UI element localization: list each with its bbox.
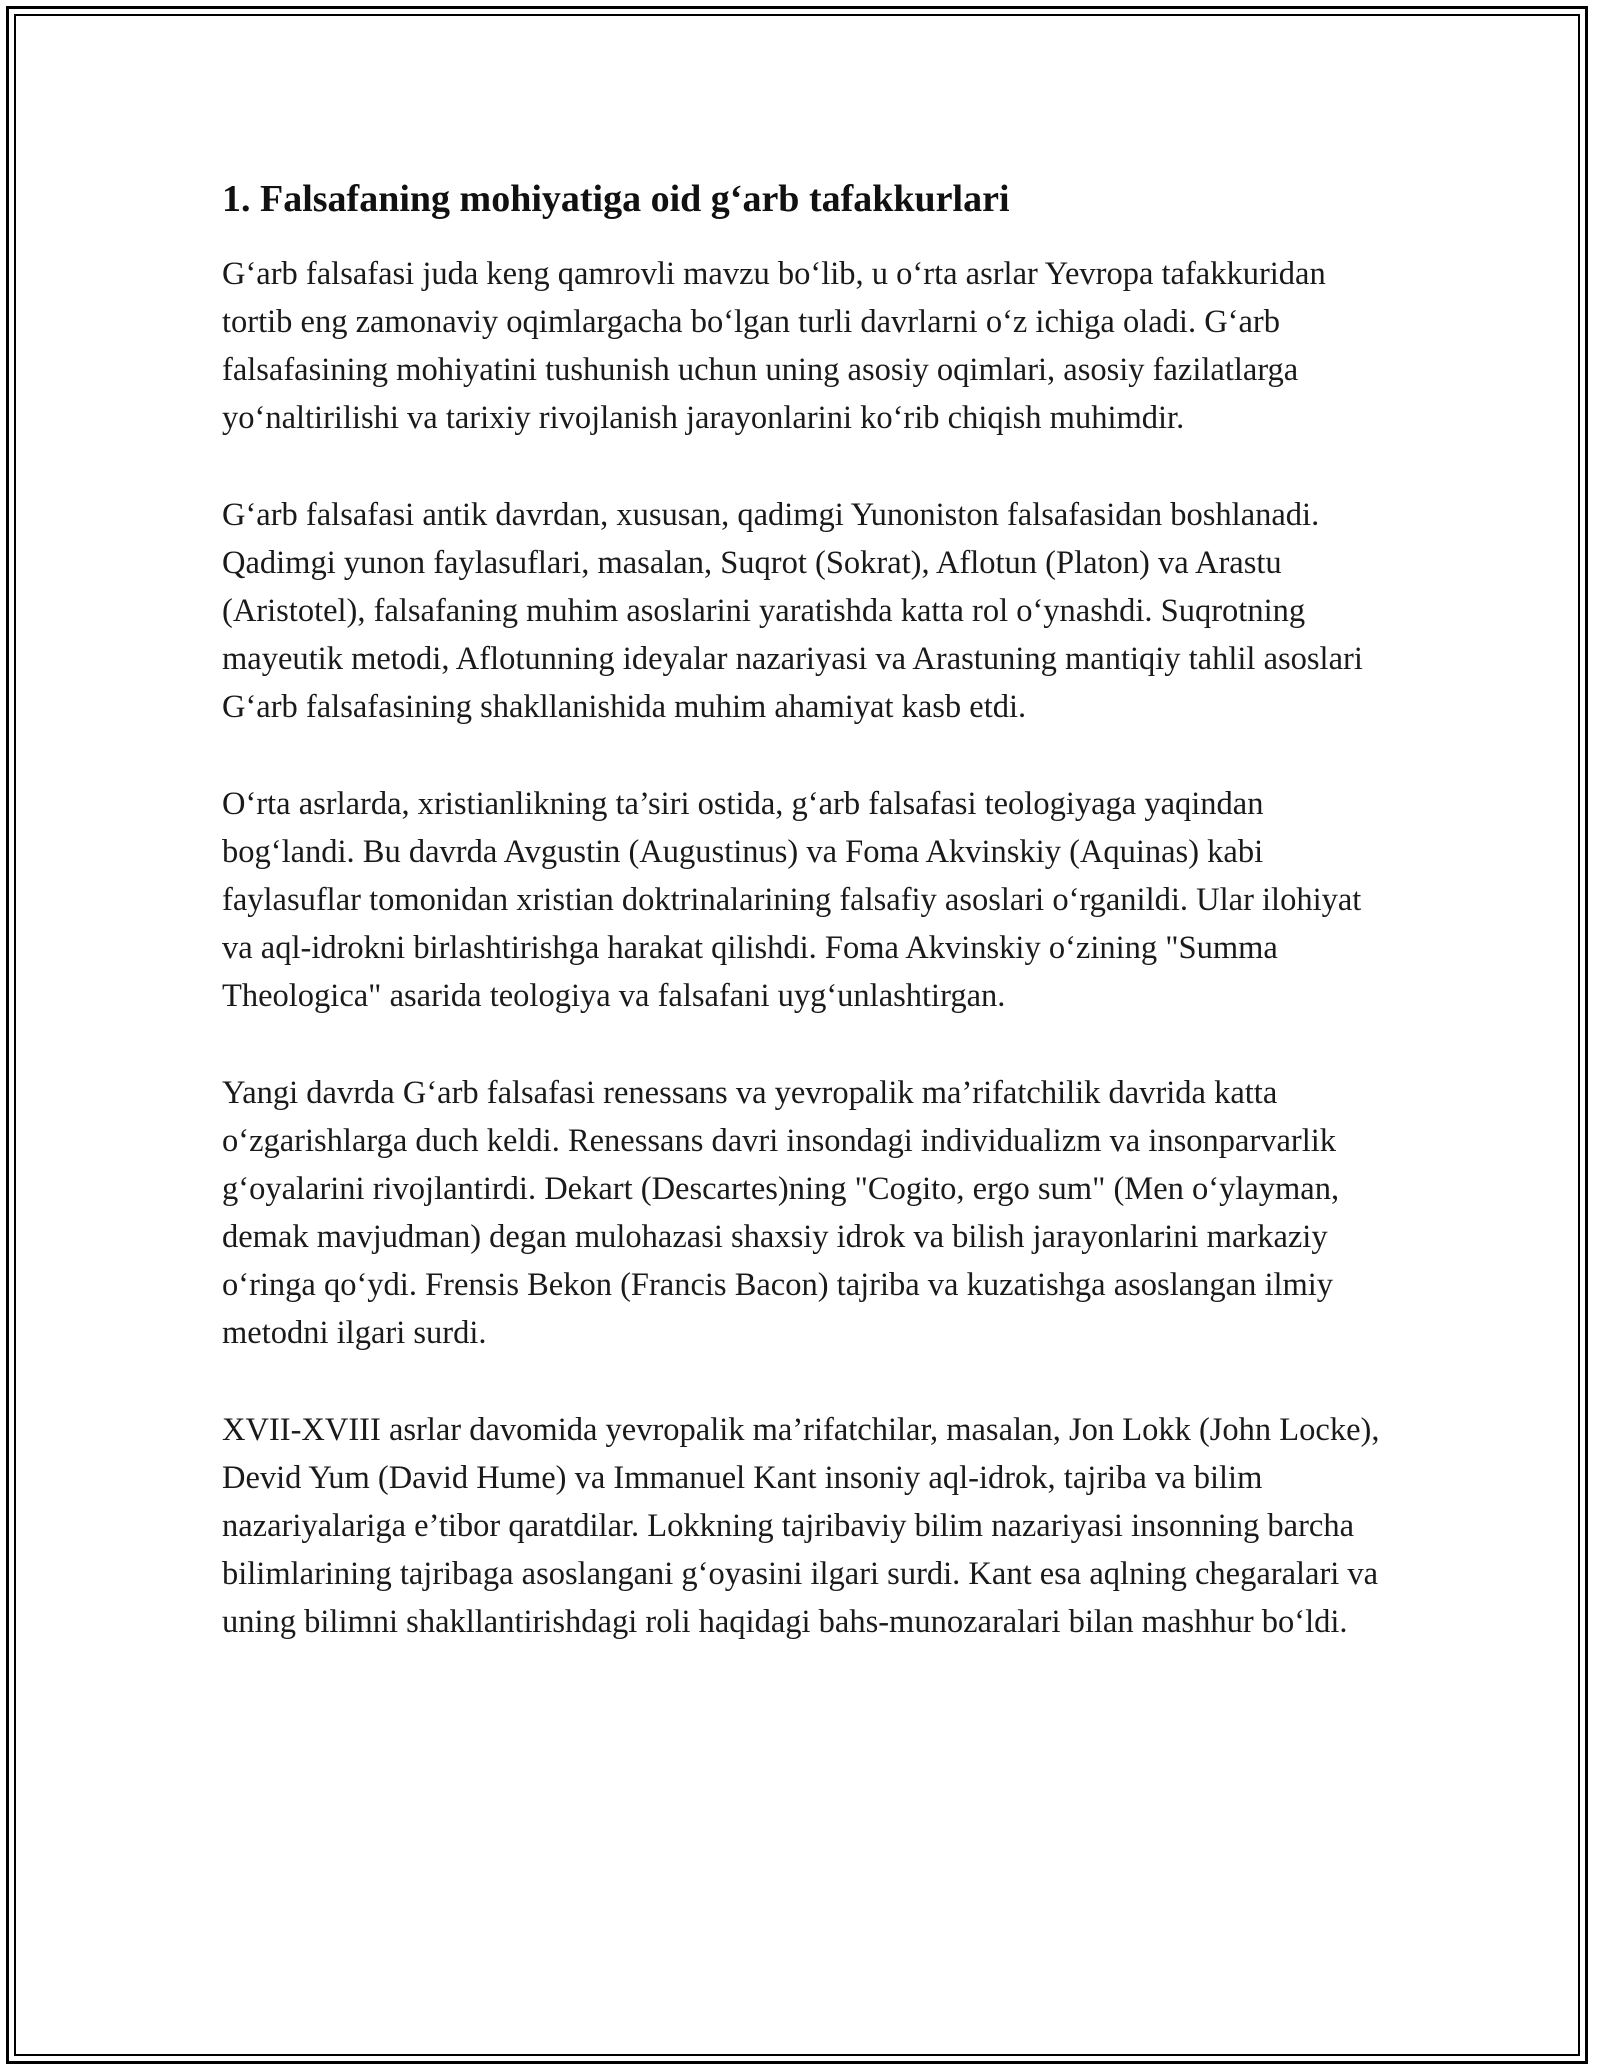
paragraph-2: G‘arb falsafasi antik davrdan, xususan, qadimgi Yunoniston falsafasidan boshlanadi. Qadimgi yunon faylasuflari, masalan, Suqrot (Sokrat), Aflotun (Platon) va Arastu (Aristotel), falsafaning muhim asoslarini yaratishda katta rol o‘ynashdi. Suqrotning mayeutik metodi, Aflotunning ideyalar nazariyasi va Arastuning mantiqiy tahlil asoslari G‘arb falsafasining shakllanishida muhim ahamiyat kasb etdi. — [222, 497, 1363, 726]
paragraph-1: G‘arb falsafasi juda keng qamrovli mavzu bo‘lib, u o‘rta asrlar Yevropa tafakkuridan tortib eng zamonaviy oqimlargacha bo‘lgan turli davrlarni o‘z ichiga oladi. G‘arb falsafasining mohiyatini tushunish uchun uning asosiy oqimlari, asosiy fazilatlarga yo‘naltirilishi va tarixiy rivojlanish jarayonlarini ko‘rib chiqish muhimdir. — [222, 256, 1326, 437]
section-heading: 1. Falsafaning mohiyatiga oid g‘arb tafakkurlari — [222, 178, 1010, 220]
document-body — [222, 175, 1382, 1695]
paragraph-3: O‘rta asrlarda, xristianlikning ta’siri ostida, g‘arb falsafasi teologiyaga yaqindan bog‘landi. Bu davrda Avgustin (Augustinus) va Foma Akvinskiy (Aquinas) kabi faylasuflar tomonidan xristian doktrinalarining falsafiy asoslari o‘rganildi. Ular ilohiyat va aql-idrokni birlashtirishga harakat qilishdi. Foma Akvinskiy o‘zining "Summa Theologica" asarida teologiya va falsafani uyg‘unlashtirgan. — [222, 786, 1362, 1015]
paragraph-4: Yangi davrda G‘arb falsafasi renessans va yevropalik ma’rifatchilik davrida katta o‘zgarishlarga duch keldi. Renessans davri insondagi individualizm va insonparvarlik g‘oyalarini rivojlantirdi. Dekart (Descartes)ning "Cogito, ergo sum" (Men o‘ylayman, demak mavjudman) degan mulohazasi shaxsiy idrok va bilish jarayonlarini markaziy o‘ringa qo‘ydi. Frensis Bekon (Francis Bacon) tajriba va kuzatishga asoslangan ilmiy metodni ilgari surdi. — [222, 1075, 1340, 1352]
paragraph-5: XVII-XVIII asrlar davomida yevropalik ma’rifatchilar, masalan, Jon Lokk (John Locke), Devid Yum (David Hume) va Immanuel Kant insoniy aql-idrok, tajriba va bilim nazariyalariga e’tibor qaratdilar. Lokkning tajribaviy bilim nazariyasi insonning barcha bilimlarining tajribaga asoslangani g‘oyasini ilgari surdi. Kant esa aqlning chegaralari va uning bilimni shakllantirishdagi roli haqidagi bahs-munozaralari bilan mashhur bo‘ldi. — [222, 1412, 1380, 1641]
